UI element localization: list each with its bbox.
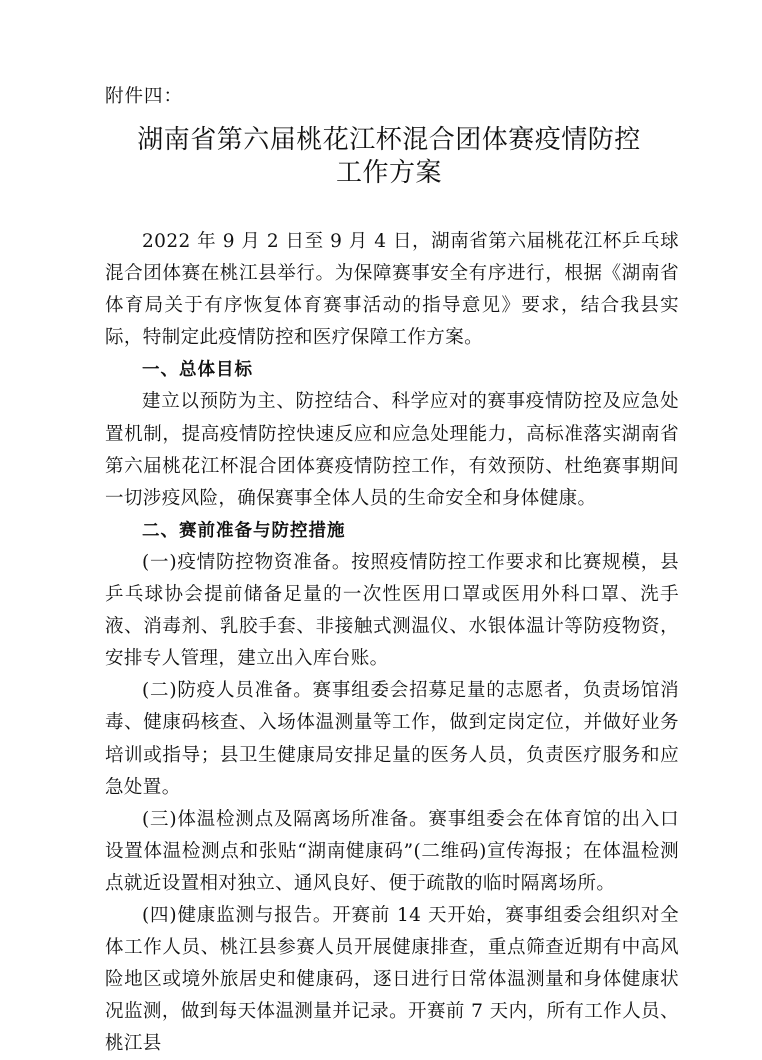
document-body [105,226,679,1060]
item2-paragraph: (二)防疫人员准备。赛事组委会招募足量的志愿者，负责场馆消毒、健康码核查、入场体温测量等工作，做到定岗定位，并做好业务培训或指导；县卫生健康局安排足量的医务人员，负责医疗服务和应急处置。 [105,680,679,798]
section1-paragraph: 建立以预防为主、防控结合、科学应对的赛事疫情防控及应急处置机制，提高疫情防控快速反应和应急处理能力，高标准落实湖南省第六届桃花江杯混合团体赛疫情防控工作，有效预防、杜绝赛事期间一切涉疫风险，确保赛事全体人员的生命安全和身体健康。 [105,391,679,509]
attachment-label: 附件四： [105,86,184,107]
section2-heading: 二、赛前准备与防控措施 [142,520,346,541]
item3-paragraph: (三)体温检测点及隔离场所准备。赛事组委会在体育馆的出入口设置体温检测点和张贴“湖南健康码”(二维码)宣传海报；在体温检测点就近设置相对独立、通风良好、便于疏散的临时隔离场所。 [105,808,679,894]
document-title-line2: 工作方案 [335,158,442,188]
item4-paragraph: (四)健康监测与报告。开赛前 14 天开始，赛事组委会组织对全体工作人员、桃江县参赛人员开展健康排查，重点筛查近期有中高风险地区或境外旅居史和健康码，逐日进行日常体温测量和身体健康状况监测，做到每天体温测量并记录。开赛前 7 天内，所有工作人员、桃江县 [105,904,679,1055]
document-title-line1: 湖南省第六届桃花江杯混合团体赛疫情防控 [137,125,641,155]
item1-paragraph: (一)疫情防控物资准备。按照疫情防控工作要求和比赛规模，县乒乓球协会提前储备足量的一次性医用口罩或医用外科口罩、洗手液、消毒剂、乳胶手套、非接触式测温仪、水银体温计等防疫物资，安排专人管理，建立出入库台账。 [105,551,679,670]
intro-paragraph: 2022 年 9 月 2 日至 9 月 4 日，湖南省第六届桃花江杯乒乓球混合团体赛在桃江县举行。为保障赛事安全有序进行，根据《湖南省体育局关于有序恢复体育赛事活动的指导意见》要求，结合我县实际，特制定此疫情防控和医疗保障工作方案。 [105,231,679,349]
section1-heading: 一、总体目标 [142,360,253,381]
